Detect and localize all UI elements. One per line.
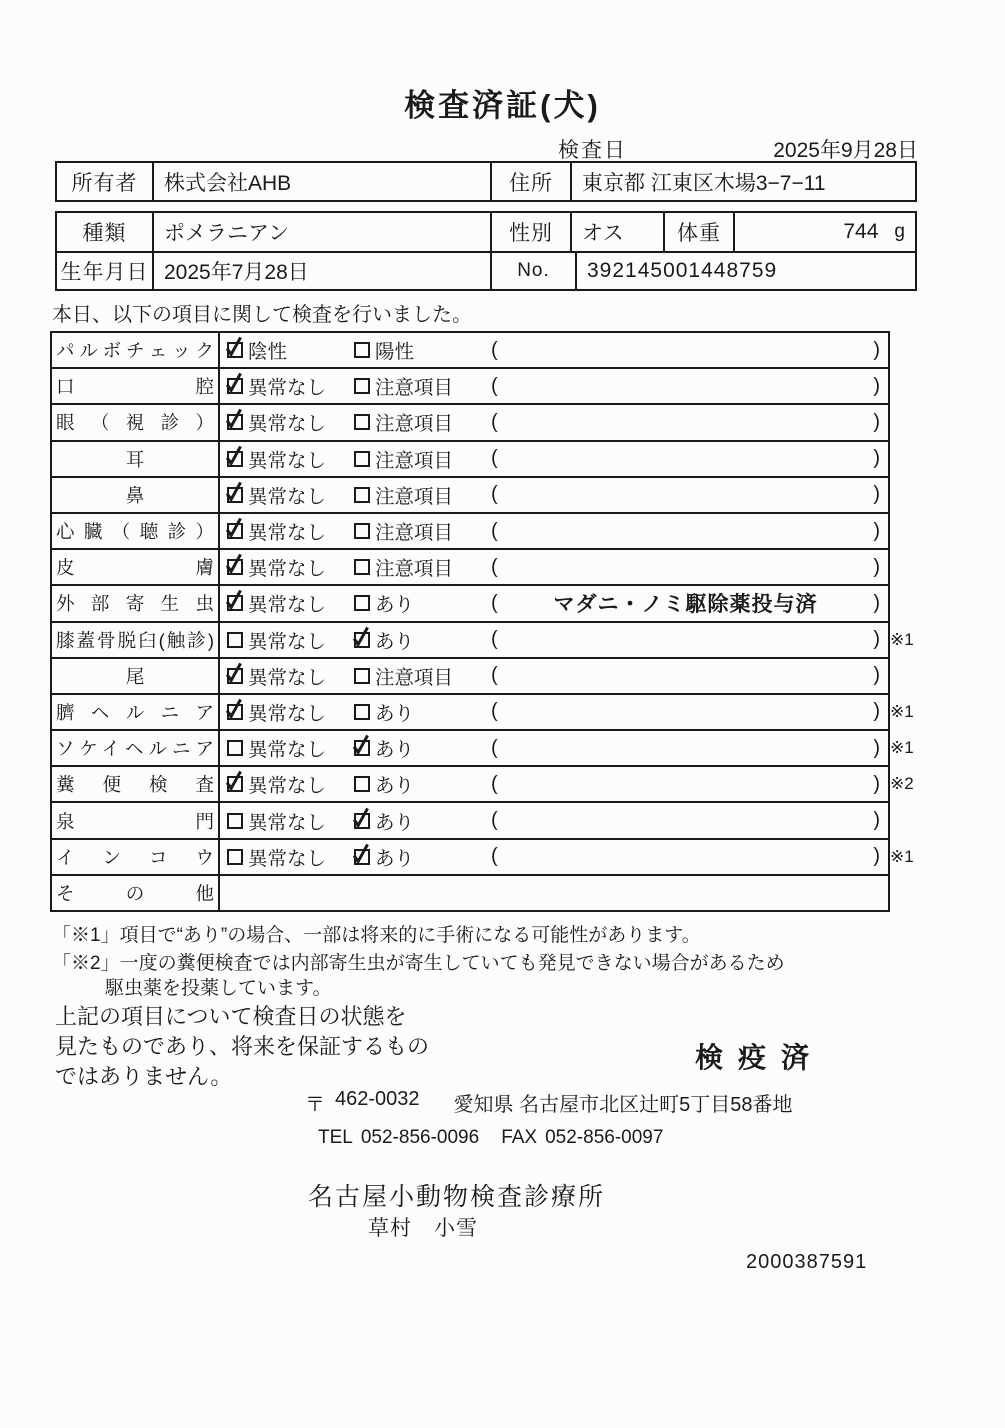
option-1-label: 異常なし [248,522,327,545]
sex-label: 性別 [490,213,570,251]
option-1-label: 異常なし [248,811,327,834]
exam-item-label: ソケイヘルニア [56,738,214,760]
option-2-label: あり [375,811,415,834]
exam-item-label: 糞便検査 [56,774,214,796]
checkbox-icon [354,342,370,358]
birth-value: 2025年7月28日 [152,253,490,289]
exam-item-label-cell [52,478,220,512]
exam-table [50,331,914,912]
weight-value: 744 [843,220,879,243]
checkbox-icon [227,704,243,720]
exam-options-cell [220,695,888,729]
footnote-1: 「※1」項目で“あり”の場合、一部は将来的に手術になる可能性があります。 [52,925,701,946]
exam-item-label-cell [52,442,220,476]
clinic-address: 愛知県 名古屋市北区辻町5丁目58番地 [453,1094,793,1116]
option-2 [354,807,491,835]
exam-options-cell [220,659,888,693]
exam-item-label-cell [52,876,220,910]
exam-options-cell [220,405,888,439]
postal-code: 462-0032 [335,1088,420,1110]
birth-label: 生年月日 [60,261,149,284]
option-2-label: 陽性 [375,341,415,364]
paren-open: ( [491,700,498,723]
statement-line-1: 上記の項目について検査日の状態を [55,1004,407,1029]
checkbox-icon [227,342,243,358]
exam-item-label: 鼻 [125,484,145,506]
paren-open: ( [491,338,498,361]
owner-value: 株式会社AHB [152,163,490,200]
footnote-2: 「※2」一度の糞便検査では内部寄生虫が寄生していても発見できない場合があるため [52,953,785,974]
exam-item-label-cell [52,659,220,693]
clinic-tel-line [318,1127,663,1149]
paren-close: ) [873,664,880,687]
paren-open: ( [491,483,498,506]
option-1 [227,517,354,545]
option-2 [354,408,491,436]
checkbox-icon [227,451,243,467]
option-1-label: 異常なし [248,594,327,617]
paren-open: ( [491,628,498,651]
exam-options-cell [220,731,888,765]
veterinarian-name: 草村 小雪 [368,1217,478,1240]
option-2 [354,770,491,798]
paren-open: ( [491,374,498,397]
option-2-label: あり [375,739,415,762]
exam-row [52,333,888,367]
option-2-label: あり [375,594,415,617]
paren-close: ) [873,410,880,433]
option-2-label: 注意項目 [375,485,454,508]
checkbox-icon [354,451,370,467]
option-1-label: 異常なし [248,775,327,798]
page-title: 検査済証(犬) [404,88,601,123]
remark-text: マダニ・ノミ駆除薬投与済 [553,593,818,617]
tel-label: TEL [318,1127,353,1148]
breed-row [57,213,915,251]
exam-row [52,621,914,657]
exam-options-cell [220,586,888,620]
option-1 [227,662,354,690]
exam-item-label-cell [52,586,220,620]
exam-item-label: 外部寄生虫 [56,593,214,615]
paren-close: ) [873,809,880,832]
option-2 [354,589,491,617]
exam-row [52,874,888,910]
paren-open: ( [491,736,498,759]
option-1-label: 陰性 [248,341,288,364]
exam-row [52,367,888,403]
paren-close: ) [873,447,880,470]
exam-item-label: 眼（視診） [56,412,214,434]
statement-line-3: ではありません。 [55,1064,233,1089]
option-2 [354,445,491,473]
option-1 [227,589,354,617]
exam-row [52,801,888,837]
exam-options-cell [220,442,888,476]
exam-options-cell [220,369,888,403]
paren-open: ( [491,772,498,795]
option-2 [354,843,491,871]
exam-row [52,729,914,765]
option-1 [227,734,354,762]
option-1-label: 異常なし [248,413,327,436]
option-2-label: 注意項目 [375,558,454,581]
checkbox-icon [354,740,370,756]
option-2-label: 注意項目 [375,377,454,400]
exam-options-cell [220,803,888,837]
option-2-label: 注意項目 [375,449,454,472]
option-2 [354,662,491,690]
exam-options-cell [220,514,888,548]
option-2-label: あり [375,702,415,725]
option-1-label: 異常なし [248,666,327,689]
statement-line-2: 見たものであり、将来を保証するもの [55,1034,430,1059]
checkbox-icon [227,523,243,539]
exam-item-label: その他 [56,882,214,904]
exam-item-label-cell [52,767,220,801]
reference-mark: ※1 [890,629,914,649]
option-2-label: 注意項目 [375,413,454,436]
checkbox-icon [354,632,370,648]
checkbox-icon [227,740,243,756]
checkbox-icon [227,487,243,503]
option-1-label: 異常なし [248,449,327,472]
paren-open: ( [491,410,498,433]
paren-close: ) [873,555,880,578]
reference-mark: ※1 [890,846,914,866]
checkbox-icon [354,776,370,792]
option-2-label: あり [375,775,415,798]
paren-close: ) [873,483,880,506]
exam-item-label-cell [52,803,220,837]
paren-close: ) [873,845,880,868]
exam-options-cell [220,478,888,512]
exam-item-label: 泉門 [56,810,214,832]
inspection-date-label: 検査日 [558,139,627,162]
option-2-label: 注意項目 [375,666,454,689]
weight-cell [733,213,915,251]
inspection-date-value: 2025年9月28日 [773,139,918,162]
option-1-label: 異常なし [248,702,327,725]
intro-text: 本日、以下の項目に関して検査を行いました。 [52,304,472,326]
exam-item-label: インコウ [56,846,214,868]
option-1 [227,698,354,726]
option-2 [354,553,491,581]
paren-open: ( [491,555,498,578]
exam-row [52,512,888,548]
exam-item-label: 膝蓋骨脱臼(触診) [56,629,214,651]
exam-options-cell [220,840,888,874]
no-label: No. [490,253,575,289]
paren-open: ( [491,845,498,868]
exam-row [52,440,888,476]
checkbox-icon [227,378,243,394]
exam-item-label-cell [52,550,220,584]
reference-mark: ※1 [890,738,914,758]
paren-close: ) [873,374,880,397]
option-2 [354,372,491,400]
postal-mark-icon: 〒 [305,1094,325,1116]
exam-item-label-cell [52,333,220,367]
fax-label: FAX [501,1127,538,1148]
paren-open: ( [491,447,498,470]
exam-item-label-cell [52,623,220,657]
exam-options-cell [220,333,888,367]
paren-close: ) [873,700,880,723]
paren-close: ) [873,736,880,759]
paren-close: ) [873,772,880,795]
checkbox-icon [354,668,370,684]
exam-row [52,548,888,584]
address-label: 住所 [490,163,570,200]
option-2 [354,734,491,762]
exam-row [52,657,888,693]
option-1 [227,372,354,400]
option-2 [354,517,491,545]
checkbox-icon [354,487,370,503]
exam-item-label-cell [52,405,220,439]
exam-item-label-cell [52,731,220,765]
paren-open: ( [491,591,498,614]
paren-close: ) [873,519,880,542]
checkbox-icon [354,414,370,430]
owner-table [55,161,917,202]
option-1 [227,843,354,871]
exam-item-label: 口腔 [56,376,214,398]
checkbox-icon [354,849,370,865]
option-1 [227,770,354,798]
option-2-label: あり [375,630,415,653]
weight-label: 体重 [663,213,733,251]
option-1 [227,626,354,654]
checkbox-icon [227,668,243,684]
breed-value: ポメラニアン [152,213,490,251]
checkbox-icon [227,632,243,648]
option-1 [227,481,354,509]
option-1 [227,336,354,364]
exam-row [52,838,914,874]
checkbox-icon [227,849,243,865]
exam-row [52,584,888,620]
checkbox-icon [354,595,370,611]
fax-number: 052-856-0097 [545,1127,664,1148]
paren-close: ) [873,591,880,614]
option-1 [227,553,354,581]
option-1-label: 異常なし [248,847,327,870]
exam-item-label: 耳 [125,448,145,470]
exam-item-label: 皮膚 [56,557,214,579]
option-2 [354,336,491,364]
checkbox-icon [354,378,370,394]
option-1-label: 異常なし [248,630,327,653]
animal-info-table [55,211,917,291]
paren-open: ( [491,519,498,542]
exam-item-label-cell [52,369,220,403]
owner-row [57,163,915,200]
clinic-postal-line [305,1088,792,1117]
exam-row [52,403,888,439]
exam-item-label: 尾 [125,665,145,687]
footnote-2-cont: 駆虫薬を投薬しています。 [105,978,332,999]
paren-close: ) [873,628,880,651]
quarantine-stamp: 検疫済 [695,1042,825,1073]
option-1 [227,445,354,473]
option-2 [354,698,491,726]
option-2-label: あり [375,847,415,870]
reference-mark: ※2 [890,774,914,794]
checkbox-icon [354,704,370,720]
sex-value: オス [570,213,663,251]
checkbox-icon [354,559,370,575]
option-1 [227,807,354,835]
no-value: 392145001448759 [575,253,915,289]
exam-item-label-cell [52,695,220,729]
exam-item-label: パルボチェック [56,340,214,362]
clinic-name: 名古屋小動物検査診療所 [308,1183,606,1211]
exam-item-label-cell [52,840,220,874]
exam-row [52,693,914,729]
checkbox-icon [227,813,243,829]
paren-open: ( [491,809,498,832]
breed-label: 種類 [82,222,127,245]
option-1-label: 異常なし [248,485,327,508]
weight-unit: g [894,221,905,242]
exam-row [52,765,914,801]
option-2 [354,481,491,509]
exam-options-cell [220,876,888,910]
checkbox-icon [227,776,243,792]
paren-open: ( [491,664,498,687]
serial-number: 2000387591 [746,1251,868,1273]
reference-mark: ※1 [890,701,914,721]
exam-options-cell [220,767,888,801]
checkbox-icon [354,523,370,539]
exam-item-label-cell [52,514,220,548]
option-2-label: 注意項目 [375,522,454,545]
option-2 [354,626,491,654]
option-1-label: 異常なし [248,739,327,762]
paren-close: ) [873,338,880,361]
exam-item-label: 臍ヘルニア [56,701,214,723]
option-1-label: 異常なし [248,377,327,400]
exam-row [52,476,888,512]
checkbox-icon [354,813,370,829]
exam-options-cell [220,623,888,657]
exam-options-cell [220,550,888,584]
tel-number: 052-856-0096 [360,1127,480,1148]
birth-row [57,251,915,289]
checkbox-icon [227,414,243,430]
checkbox-icon [227,595,243,611]
exam-item-label: 心臓（聴診） [56,521,214,543]
option-1-label: 異常なし [248,558,327,581]
checkbox-icon [227,559,243,575]
address-value: 東京都 江東区木場3−7−11 [570,163,915,200]
owner-label: 所有者 [71,171,138,195]
option-1 [227,408,354,436]
